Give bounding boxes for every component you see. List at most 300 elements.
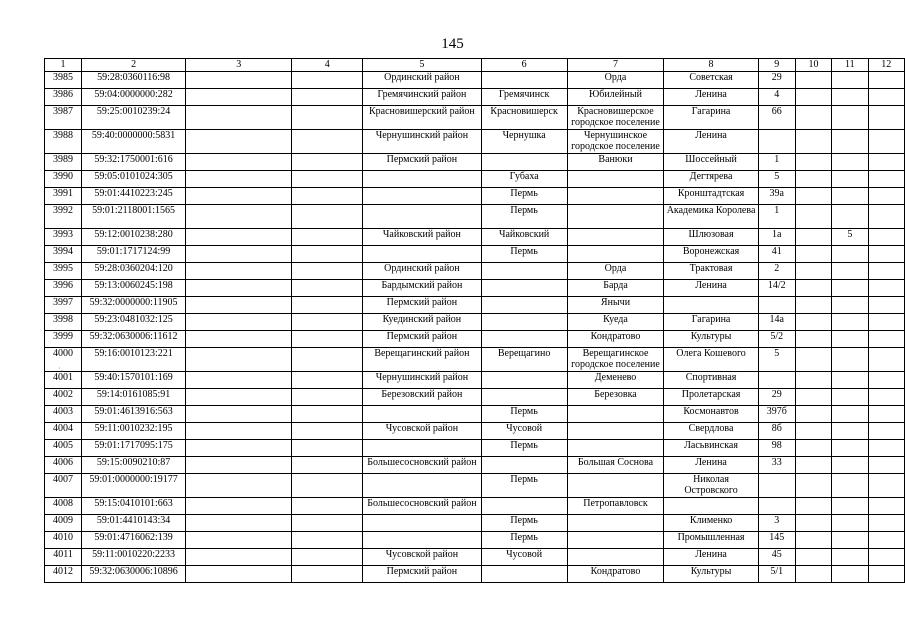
table-cell-col-10: [795, 246, 831, 263]
table-cell-col-1: 4000: [45, 348, 82, 372]
table-cell-col-7: [567, 171, 664, 188]
table-cell-col-12: [868, 154, 905, 171]
table-cell-col-5: Куединский район: [363, 314, 482, 331]
table-cell-col-11: [832, 89, 868, 106]
table-cell-col-4: [292, 498, 363, 515]
table-cell-col-7: [567, 406, 664, 423]
table-row: [45, 72, 905, 89]
table-cell-col-6: [481, 389, 567, 406]
table-cell-col-8: Ленина: [664, 130, 758, 154]
table-cell-col-9: 29: [758, 72, 795, 89]
table-cell-col-7: Красновишерское городское поселение: [567, 106, 664, 130]
table-cell-col-9: 8б: [758, 423, 795, 440]
table-cell-col-1: 4009: [45, 515, 82, 532]
table-cell-col-11: [832, 457, 868, 474]
table-cell-col-5: [363, 474, 482, 498]
table-cell-col-11: [832, 549, 868, 566]
table-cell-col-3: [186, 89, 292, 106]
table-row: [45, 280, 905, 297]
table-cell-col-8: Гагарина: [664, 314, 758, 331]
table-cell-col-11: [832, 348, 868, 372]
table-cell-col-12: [868, 532, 905, 549]
table-row: [45, 154, 905, 171]
table-row: [45, 229, 905, 246]
table-cell-col-11: [832, 474, 868, 498]
table-cell-col-6: [481, 372, 567, 389]
table-cell-col-10: [795, 297, 831, 314]
table-cell-col-10: [795, 229, 831, 246]
column-header-9: 9: [758, 59, 795, 72]
table-cell-col-6: [481, 331, 567, 348]
table-row: [45, 498, 905, 515]
table-cell-col-5: Верещагинский район: [363, 348, 482, 372]
table-cell-col-5: [363, 188, 482, 205]
table-cell-col-11: [832, 130, 868, 154]
table-cell-col-5: [363, 515, 482, 532]
table-cell-col-7: Куеда: [567, 314, 664, 331]
table-cell-col-9: 5: [758, 348, 795, 372]
column-header-11: 11: [832, 59, 868, 72]
table-row: [45, 423, 905, 440]
table-cell-col-5: Ординский район: [363, 263, 482, 280]
table-cell-col-4: [292, 440, 363, 457]
table-cell-col-11: [832, 314, 868, 331]
table-cell-col-6: Пермь: [481, 532, 567, 549]
table-cell-col-10: [795, 515, 831, 532]
column-header-6: 6: [481, 59, 567, 72]
table-cell-col-3: [186, 229, 292, 246]
table-cell-col-12: [868, 372, 905, 389]
table-cell-col-3: [186, 406, 292, 423]
table-cell-col-10: [795, 106, 831, 130]
table-cell-col-2: 59:04:0000000:282: [82, 89, 186, 106]
table-cell-col-9: 1а: [758, 229, 795, 246]
table-cell-col-5: Красновишерский район: [363, 106, 482, 130]
table-cell-col-1: 4001: [45, 372, 82, 389]
table-cell-col-10: [795, 89, 831, 106]
table-cell-col-8: Культуры: [664, 566, 758, 583]
table-cell-col-10: [795, 549, 831, 566]
table-row: [45, 89, 905, 106]
table-cell-col-8: Клименко: [664, 515, 758, 532]
table-cell-col-2: 59:01:4410143:34: [82, 515, 186, 532]
table-cell-col-11: [832, 280, 868, 297]
table-cell-col-7: Верещагинское городское поселение: [567, 348, 664, 372]
table-cell-col-5: [363, 406, 482, 423]
table-cell-col-8: Промышленная: [664, 532, 758, 549]
table-cell-col-4: [292, 372, 363, 389]
table-cell-col-12: [868, 171, 905, 188]
table-cell-col-7: [567, 205, 664, 229]
table-row: [45, 246, 905, 263]
table-cell-col-4: [292, 246, 363, 263]
table-cell-col-12: [868, 440, 905, 457]
table-cell-col-9: 41: [758, 246, 795, 263]
column-header-8: 8: [664, 59, 758, 72]
table-cell-col-4: [292, 130, 363, 154]
table-cell-col-6: [481, 314, 567, 331]
table-cell-col-7: Деменево: [567, 372, 664, 389]
table-cell-col-3: [186, 297, 292, 314]
table-cell-col-3: [186, 549, 292, 566]
table-cell-col-7: [567, 549, 664, 566]
table-cell-col-7: [567, 474, 664, 498]
table-row: [45, 532, 905, 549]
table-row: [45, 549, 905, 566]
table-cell-col-2: 59:25:0010239:24: [82, 106, 186, 130]
table-cell-col-7: Петропавловск: [567, 498, 664, 515]
table-cell-col-5: Бардымский район: [363, 280, 482, 297]
table-cell-col-10: [795, 280, 831, 297]
table-cell-col-6: [481, 263, 567, 280]
table-cell-col-2: 59:23:0481032:125: [82, 314, 186, 331]
table-cell-col-5: Пермский район: [363, 331, 482, 348]
table-cell-col-3: [186, 106, 292, 130]
table-row: [45, 515, 905, 532]
table-cell-col-2: 59:12:0010238:280: [82, 229, 186, 246]
table-cell-col-8: Пролетарская: [664, 389, 758, 406]
column-header-1: 1: [45, 59, 82, 72]
table-cell-col-1: 4004: [45, 423, 82, 440]
table-cell-col-12: [868, 474, 905, 498]
table-cell-col-6: [481, 457, 567, 474]
table-cell-col-8: Ленина: [664, 280, 758, 297]
table-cell-col-9: 33: [758, 457, 795, 474]
table-row: [45, 474, 905, 498]
column-header-5: 5: [363, 59, 482, 72]
table-cell-col-7: Березовка: [567, 389, 664, 406]
table-cell-col-12: [868, 498, 905, 515]
table-cell-col-10: [795, 348, 831, 372]
table-cell-col-10: [795, 423, 831, 440]
table-cell-col-11: [832, 515, 868, 532]
table-row: [45, 130, 905, 154]
table-cell-col-4: [292, 314, 363, 331]
table-cell-col-3: [186, 188, 292, 205]
table-row: [45, 389, 905, 406]
table-cell-col-7: [567, 423, 664, 440]
table-cell-col-8: Гагарина: [664, 106, 758, 130]
table-cell-col-6: [481, 72, 567, 89]
table-cell-col-6: [481, 154, 567, 171]
table-row: [45, 440, 905, 457]
table-cell-col-5: Чайковский район: [363, 229, 482, 246]
table-cell-col-11: [832, 532, 868, 549]
table-cell-col-7: [567, 188, 664, 205]
table-cell-col-3: [186, 440, 292, 457]
table-cell-col-6: [481, 297, 567, 314]
table-cell-col-10: [795, 130, 831, 154]
table-cell-col-8: Николая Островского: [664, 474, 758, 498]
table-cell-col-1: 4011: [45, 549, 82, 566]
table-cell-col-3: [186, 331, 292, 348]
table-cell-col-4: [292, 171, 363, 188]
table-cell-col-8: Ласьвинская: [664, 440, 758, 457]
column-header-12: 12: [868, 59, 905, 72]
table-cell-col-2: 59:01:4613916:563: [82, 406, 186, 423]
table-cell-col-5: Березовский район: [363, 389, 482, 406]
table-cell-col-1: 3996: [45, 280, 82, 297]
table-cell-col-2: 59:40:0000000:5831: [82, 130, 186, 154]
table-cell-col-1: 3993: [45, 229, 82, 246]
table-cell-col-5: Большесосновский район: [363, 457, 482, 474]
table-cell-col-9: [758, 372, 795, 389]
table-cell-col-10: [795, 406, 831, 423]
table-cell-col-7: Барда: [567, 280, 664, 297]
table-cell-col-10: [795, 72, 831, 89]
table-cell-col-7: Орда: [567, 263, 664, 280]
table-cell-col-6: Чусовой: [481, 549, 567, 566]
table-cell-col-4: [292, 532, 363, 549]
table-cell-col-6: Пермь: [481, 188, 567, 205]
table-cell-col-2: 59:28:0360204:120: [82, 263, 186, 280]
table-cell-col-2: 59:32:0000000:11905: [82, 297, 186, 314]
table-cell-col-4: [292, 280, 363, 297]
table-cell-col-8: Шлюзовая: [664, 229, 758, 246]
table-cell-col-7: Большая Соснова: [567, 457, 664, 474]
table-cell-col-11: 5: [832, 229, 868, 246]
table-cell-col-11: [832, 406, 868, 423]
table-cell-col-8: Дегтярева: [664, 171, 758, 188]
table-cell-col-11: [832, 205, 868, 229]
registry-table: [44, 58, 905, 583]
table-cell-col-2: 59:16:0010123:221: [82, 348, 186, 372]
table-cell-col-9: 1: [758, 154, 795, 171]
table-cell-col-9: 145: [758, 532, 795, 549]
table-cell-col-10: [795, 474, 831, 498]
table-cell-col-5: [363, 440, 482, 457]
table-cell-col-6: Губаха: [481, 171, 567, 188]
table-row: [45, 171, 905, 188]
table-cell-col-1: 3987: [45, 106, 82, 130]
table-cell-col-9: 5: [758, 171, 795, 188]
table-cell-col-1: 4012: [45, 566, 82, 583]
table-cell-col-6: Чайковский: [481, 229, 567, 246]
table-cell-col-8: Академика Королева: [664, 205, 758, 229]
table-cell-col-3: [186, 246, 292, 263]
table-cell-col-1: 4005: [45, 440, 82, 457]
table-cell-col-4: [292, 549, 363, 566]
table-cell-col-10: [795, 389, 831, 406]
table-cell-col-12: [868, 423, 905, 440]
table-cell-col-12: [868, 297, 905, 314]
column-header-4: 4: [292, 59, 363, 72]
table-cell-col-11: [832, 154, 868, 171]
table-cell-col-11: [832, 389, 868, 406]
table-cell-col-11: [832, 72, 868, 89]
table-cell-col-8: Космонавтов: [664, 406, 758, 423]
table-cell-col-1: 4010: [45, 532, 82, 549]
table-cell-col-8: Шоссейный: [664, 154, 758, 171]
table-cell-col-3: [186, 154, 292, 171]
table-cell-col-5: [363, 171, 482, 188]
scan-mark: ·‚: [58, 364, 64, 373]
table-cell-col-3: [186, 532, 292, 549]
table-cell-col-9: 3: [758, 515, 795, 532]
table-cell-col-5: Чернушинский район: [363, 130, 482, 154]
table-cell-col-7: [567, 246, 664, 263]
table-cell-col-2: 59:15:0090210:87: [82, 457, 186, 474]
table-cell-col-9: [758, 498, 795, 515]
table-cell-col-6: Пермь: [481, 474, 567, 498]
table-cell-col-10: [795, 154, 831, 171]
table-cell-col-12: [868, 130, 905, 154]
table-row: [45, 406, 905, 423]
table-cell-col-2: 59:11:0010232:195: [82, 423, 186, 440]
table-cell-col-3: [186, 205, 292, 229]
table-cell-col-12: [868, 314, 905, 331]
column-header-2: 2: [82, 59, 186, 72]
table-cell-col-5: [363, 205, 482, 229]
table-cell-col-4: [292, 297, 363, 314]
table-cell-col-5: [363, 532, 482, 549]
table-cell-col-7: [567, 515, 664, 532]
table-cell-col-12: [868, 566, 905, 583]
table-cell-col-6: Гремячинск: [481, 89, 567, 106]
table-cell-col-10: [795, 532, 831, 549]
table-cell-col-4: [292, 263, 363, 280]
table-cell-col-8: [664, 297, 758, 314]
table-cell-col-3: [186, 515, 292, 532]
table-cell-col-3: [186, 348, 292, 372]
table-cell-col-10: [795, 372, 831, 389]
table-cell-col-4: [292, 474, 363, 498]
table-cell-col-11: [832, 246, 868, 263]
table-cell-col-4: [292, 515, 363, 532]
table-cell-col-12: [868, 263, 905, 280]
table-cell-col-10: [795, 188, 831, 205]
table-cell-col-4: [292, 389, 363, 406]
table-cell-col-1: 3990: [45, 171, 82, 188]
table-cell-col-3: [186, 280, 292, 297]
table-cell-col-8: Свердлова: [664, 423, 758, 440]
table-cell-col-6: [481, 566, 567, 583]
header-row: [45, 59, 905, 72]
table-cell-col-2: 59:11:0010220:2233: [82, 549, 186, 566]
table-cell-col-4: [292, 188, 363, 205]
table-cell-col-7: Орда: [567, 72, 664, 89]
table-row: [45, 566, 905, 583]
table-cell-col-7: [567, 532, 664, 549]
table-cell-col-3: [186, 130, 292, 154]
table-cell-col-8: Ленина: [664, 549, 758, 566]
table-cell-col-10: [795, 566, 831, 583]
table-cell-col-6: Пермь: [481, 406, 567, 423]
table-cell-col-12: [868, 205, 905, 229]
table-cell-col-5: Гремячинский район: [363, 89, 482, 106]
table-cell-col-4: [292, 106, 363, 130]
table-cell-col-4: [292, 229, 363, 246]
table-cell-col-12: [868, 72, 905, 89]
table-cell-col-3: [186, 457, 292, 474]
table-cell-col-12: [868, 348, 905, 372]
table-cell-col-9: 98: [758, 440, 795, 457]
table-cell-col-4: [292, 423, 363, 440]
table-cell-col-12: [868, 89, 905, 106]
table-cell-col-4: [292, 331, 363, 348]
table-cell-col-2: 59:05:0101024:305: [82, 171, 186, 188]
table-cell-col-8: Кронштадтская: [664, 188, 758, 205]
table-cell-col-1: 3999: [45, 331, 82, 348]
table-cell-col-1: 3986: [45, 89, 82, 106]
table-cell-col-12: [868, 188, 905, 205]
table-cell-col-6: Чусовой: [481, 423, 567, 440]
table-cell-col-12: [868, 246, 905, 263]
table-cell-col-1: 3997: [45, 297, 82, 314]
table-cell-col-12: [868, 406, 905, 423]
table-cell-col-2: 59:28:0360116:98: [82, 72, 186, 89]
table-cell-col-2: 59:32:0630006:11612: [82, 331, 186, 348]
table-cell-col-3: [186, 474, 292, 498]
table-cell-col-4: [292, 406, 363, 423]
table-cell-col-2: 59:01:1717095:175: [82, 440, 186, 457]
table-cell-col-7: Ванюки: [567, 154, 664, 171]
table-cell-col-6: Пермь: [481, 515, 567, 532]
table-cell-col-6: [481, 280, 567, 297]
table-cell-col-1: 4007: [45, 474, 82, 498]
table-cell-col-4: [292, 72, 363, 89]
table-cell-col-10: [795, 440, 831, 457]
table-cell-col-11: [832, 331, 868, 348]
table-row: [45, 331, 905, 348]
table-cell-col-6: Пермь: [481, 440, 567, 457]
table-cell-col-12: [868, 515, 905, 532]
table-cell-col-3: [186, 72, 292, 89]
table-cell-col-3: [186, 566, 292, 583]
table-cell-col-11: [832, 188, 868, 205]
table-cell-col-2: 59:01:2118001:1565: [82, 205, 186, 229]
table-cell-col-5: Чернушинский район: [363, 372, 482, 389]
table-cell-col-9: 14а: [758, 314, 795, 331]
column-header-10: 10: [795, 59, 831, 72]
table-cell-col-7: Кондратово: [567, 331, 664, 348]
table-cell-col-5: Ординский район: [363, 72, 482, 89]
table-cell-col-5: Чусовской район: [363, 549, 482, 566]
table-row: [45, 457, 905, 474]
table-cell-col-11: [832, 171, 868, 188]
table-cell-col-9: 29: [758, 389, 795, 406]
table-cell-col-2: 59:01:4716062:139: [82, 532, 186, 549]
table-cell-col-3: [186, 389, 292, 406]
table-cell-col-5: Пермский район: [363, 154, 482, 171]
table-cell-col-12: [868, 457, 905, 474]
table-cell-col-4: [292, 348, 363, 372]
table-cell-col-5: Чусовской район: [363, 423, 482, 440]
table-cell-col-1: 3988: [45, 130, 82, 154]
table-cell-col-12: [868, 106, 905, 130]
table-row: [45, 205, 905, 229]
table-row: [45, 314, 905, 331]
table-cell-col-1: 3985: [45, 72, 82, 89]
table-cell-col-2: 59:13:0060245:198: [82, 280, 186, 297]
table-cell-col-6: Пермь: [481, 246, 567, 263]
table-cell-col-2: 59:01:0000000:19177: [82, 474, 186, 498]
page-number: 145: [441, 36, 464, 52]
table-cell-col-2: 59:32:0630006:10896: [82, 566, 186, 583]
table-cell-col-8: Воронежская: [664, 246, 758, 263]
table-cell-col-7: [567, 440, 664, 457]
table-cell-col-12: [868, 549, 905, 566]
table-cell-col-1: 4008: [45, 498, 82, 515]
table-cell-col-8: Ленина: [664, 89, 758, 106]
table-cell-col-11: [832, 263, 868, 280]
table-cell-col-7: [567, 229, 664, 246]
table-cell-col-12: [868, 229, 905, 246]
table-cell-col-6: [481, 498, 567, 515]
table-cell-col-5: Пермский район: [363, 297, 482, 314]
table-cell-col-11: [832, 440, 868, 457]
table-cell-col-11: [832, 372, 868, 389]
